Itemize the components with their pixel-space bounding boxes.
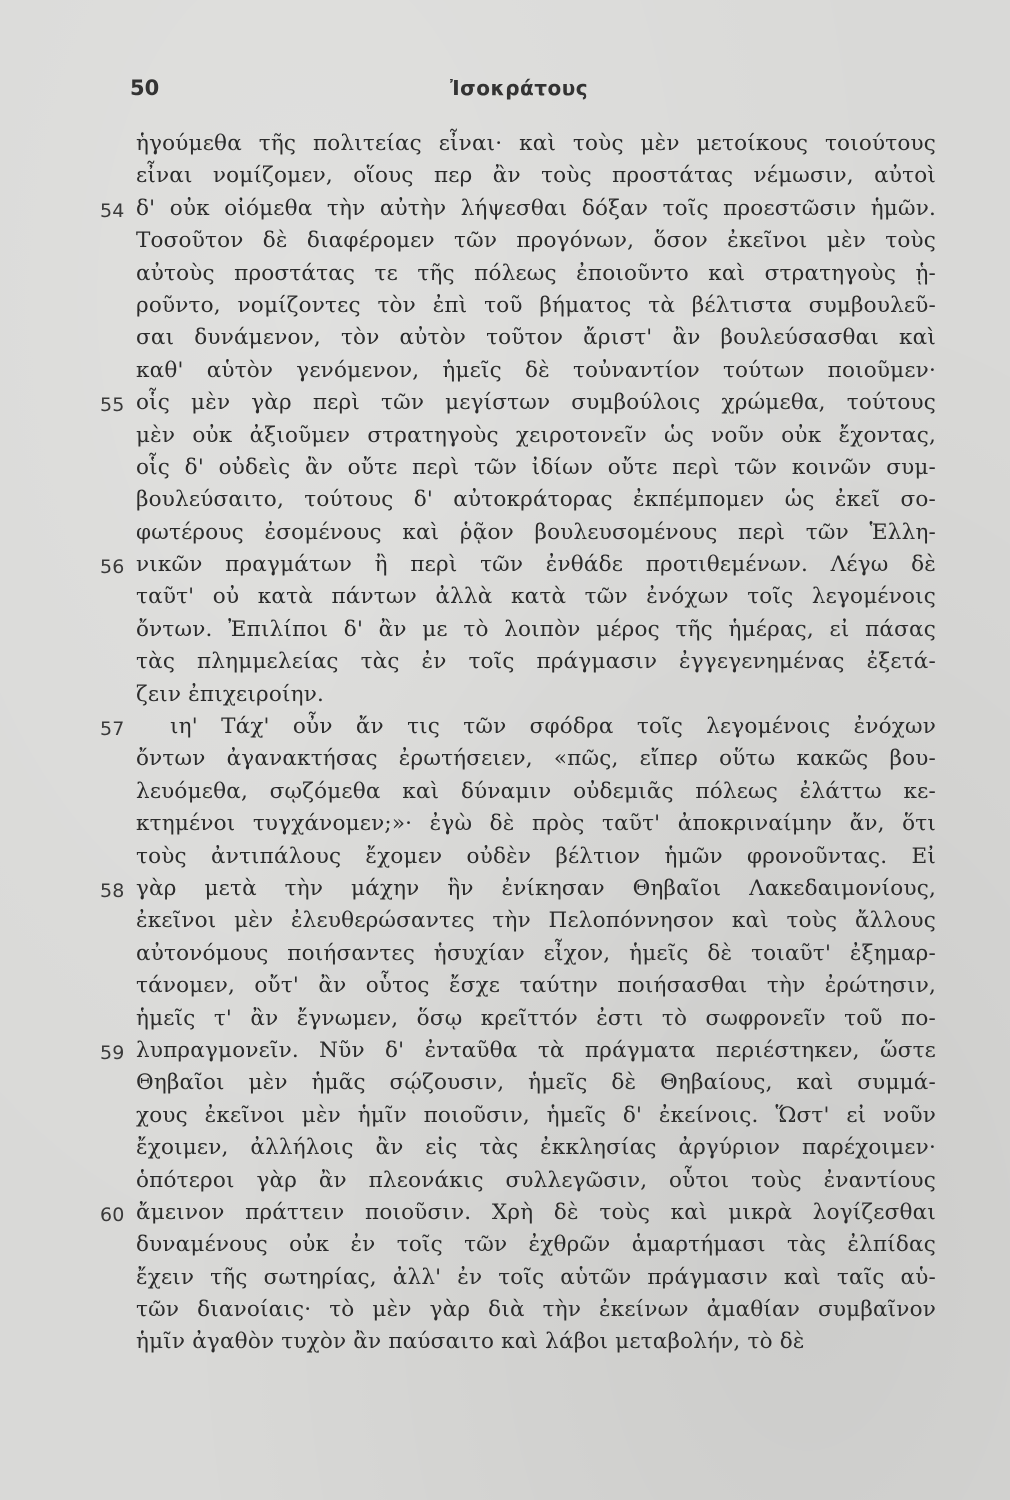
line-text: τοὺς ἀντιπάλους ἔχομεν οὐδὲν βέλτιον ἡμῶν φρονοῦντας. Εἰ — [136, 843, 936, 869]
section-number: 60 — [100, 1203, 125, 1226]
line-text: αὐτοὺς προστάτας τε τῆς πόλεως ἐποιοῦντο καὶ στρατηγοὺς ᾑ- — [136, 260, 936, 286]
line-text: δ' οὐκ οἰόμεθα τὴν αὐτὴν λήψεσθαι δόξαν τοῖς προεστῶσιν ἡμῶν. — [136, 195, 936, 221]
line-text: σαι δυνάμενον, τὸν αὐτὸν τοῦτον ἄριστ' ἂν βουλεύσασθαι καὶ — [136, 325, 936, 351]
text-line — [136, 646, 936, 678]
line-text: χους ἐκεῖνοι μὲν ἡμῖν ποιοῦσιν, ἡμεῖς δ' ἐκείνοις. Ὥστ' εἰ νοῦν — [136, 1102, 936, 1128]
line-text: Τοσοῦτον δὲ διαφέρομεν τῶν προγόνων, ὅσον ἐκεῖνοι μὲν τοὺς — [136, 228, 936, 254]
line-text: ἔχειν τῆς σωτηρίας, ἀλλ' ἐν τοῖς αὑτῶν πράγμασιν καὶ ταῖς αὑ- — [136, 1264, 936, 1290]
section-number: 56 — [100, 556, 125, 579]
text-line — [136, 1100, 936, 1132]
text-line — [136, 1229, 936, 1261]
text-line — [136, 1326, 936, 1358]
line-text: τάνομεν, οὔτ' ἂν οὗτος ἔσχε ταύτην ποιήσασθαι τὴν ἐρώτησιν, — [136, 973, 936, 999]
text-line — [100, 193, 936, 225]
text-line — [136, 970, 936, 1002]
text-line — [136, 452, 936, 484]
text-line — [136, 808, 936, 840]
line-text: ἔχοιμεν, ἀλλήλοις ἂν εἰς τὰς ἐκκλησίας ἀργύριον παρέχοιμεν· — [136, 1135, 936, 1161]
text-line — [136, 355, 936, 387]
running-title: Ἰσοκράτους — [450, 76, 589, 100]
text-line — [136, 290, 936, 322]
line-text: λευόμεθα, σῳζόμεθα καὶ δύναμιν οὐδεμιᾶς πόλεως ἐλάττω κε- — [136, 778, 936, 804]
text-line — [136, 679, 936, 711]
line-text: τὰς πλημμελείας τὰς ἐν τοῖς πράγμασιν ἐγγεγενημένας ἐξετά- — [136, 649, 936, 675]
text-line — [136, 258, 936, 290]
line-text: λυπραγμονεῖν. Νῦν δ' ἐνταῦθα τὰ πράγματα περιέστηκεν, ὥστε — [136, 1037, 936, 1063]
line-text: ἡμῖν ἀγαθὸν τυχὸν ἂν παύσαιτο καὶ λάβοι μεταβολήν, τὸ δὲ — [136, 1329, 805, 1355]
text-line — [136, 128, 936, 160]
text-line — [136, 420, 936, 452]
text-line — [136, 1262, 936, 1294]
text-line — [136, 322, 936, 354]
text-line — [100, 387, 936, 419]
line-text: αὐτονόμους ποιήσαντες ἡσυχίαν εἶχον, ἡμεῖς δὲ τοιαῦτ' ἐξημαρ- — [136, 940, 936, 966]
section-number: 57 — [100, 718, 125, 741]
body-text — [100, 128, 936, 1359]
line-text: γὰρ μετὰ τὴν μάχην ἣν ἐνίκησαν Θηβαῖοι Λακεδαιμονίους, — [136, 875, 936, 901]
section-number: 58 — [100, 879, 125, 902]
text-line — [136, 1132, 936, 1164]
line-text: Θηβαῖοι μὲν ἡμᾶς σῴζουσιν, ἡμεῖς δὲ Θηβαίους, καὶ συμμά- — [136, 1070, 936, 1096]
text-line — [136, 225, 936, 257]
text-line — [136, 905, 936, 937]
line-text: ἡγούμεθα τῆς πολιτείας εἶναι· καὶ τοὺς μὲν μετοίκους τοιούτους — [136, 131, 936, 156]
text-line — [100, 711, 936, 743]
line-text: ὄντων ἀγανακτήσας ἐρωτήσειεν, «πῶς, εἴπερ οὕτω κακῶς βου- — [136, 746, 936, 772]
text-line — [136, 484, 936, 516]
line-text: ὄντων. Ἐπιλίποι δ' ἂν με τὸ λοιπὸν μέρος τῆς ἡμέρας, εἰ πάσας — [136, 616, 936, 642]
line-text: ἡμεῖς τ' ἂν ἔγνωμεν, ὅσῳ κρεῖττόν ἐστι τὸ σωφρονεῖν τοῦ πο- — [136, 1005, 936, 1031]
line-text: ροῦντο, νομίζοντες τὸν ἐπὶ τοῦ βήματος τὰ βέλτιστα συμβουλεῦ- — [136, 292, 936, 318]
line-text: ταῦτ' οὐ κατὰ πάντων ἀλλὰ κατὰ τῶν ἐνόχων τοῖς λεγομένοις — [136, 584, 936, 610]
text-line — [136, 841, 936, 873]
line-text: οἷς μὲν γὰρ περὶ τῶν μεγίστων συμβούλοις χρώμεθα, τούτους — [136, 390, 936, 416]
text-line — [100, 1035, 936, 1067]
line-text: καθ' αὑτὸν γενόμενον, ἡμεῖς δὲ τοὐναντίον τούτων ποιοῦμεν· — [136, 357, 936, 383]
section-number: 55 — [100, 394, 125, 417]
text-line — [136, 1067, 936, 1099]
text-line — [100, 549, 936, 581]
line-text: ἄμεινον πράττειν ποιοῦσιν. Χρὴ δὲ τοὺς καὶ μικρὰ λογίζεσθαι — [136, 1199, 936, 1225]
line-text: τῶν διανοίαις· τὸ μὲν γὰρ διὰ τὴν ἐκείνων ἀμαθίαν συμβαῖνον — [136, 1297, 936, 1323]
text-line — [136, 614, 936, 646]
line-text: οἷς δ' οὐδεὶς ἂν οὔτε περὶ τῶν ἰδίων οὔτε περὶ τῶν κοινῶν συμ- — [136, 454, 936, 480]
text-line — [100, 873, 936, 905]
text-line — [136, 743, 936, 775]
line-text: ἐκεῖνοι μὲν ἐλευθερώσαντες τὴν Πελοπόννησον καὶ τοὺς ἄλλους — [136, 908, 936, 934]
text-line — [136, 1294, 936, 1326]
text-line — [136, 160, 936, 192]
line-text: εἶναι νομίζομεν, οἵους περ ἂν τοὺς προστάτας νέμωσιν, αὐτοὶ — [136, 163, 936, 189]
line-text: δυναμένους οὐκ ἐν τοῖς τῶν ἐχθρῶν ἁμαρτήμασι τὰς ἐλπίδας — [136, 1232, 936, 1258]
page-number: 50 — [130, 76, 160, 100]
text-line — [136, 938, 936, 970]
text-line — [136, 517, 936, 549]
text-line — [136, 776, 936, 808]
line-text: νικῶν πραγμάτων ἢ περὶ τῶν ἐνθάδε προτιθεμένων. Λέγω δὲ — [136, 552, 936, 578]
line-text: ζειν ἐπιχειροίην. — [136, 681, 325, 707]
page-header — [0, 76, 1010, 106]
line-text: ιη' Τάχ' οὖν ἄν τις τῶν σφόδρα τοῖς λεγομένοις ἐνόχων — [170, 714, 936, 740]
section-number: 59 — [100, 1041, 125, 1064]
line-text: μὲν οὐκ ἀξιοῦμεν στρατηγοὺς χειροτονεῖν ὡς νοῦν οὐκ ἔχοντας, — [136, 422, 936, 448]
line-text: κτημένοι τυγχάνομεν;»· ἐγὼ δὲ πρὸς ταῦτ' ἀποκριναίμην ἄν, ὅτι — [136, 811, 936, 837]
text-line — [136, 1003, 936, 1035]
line-text: ὁπότεροι γὰρ ἂν πλεονάκις συλλεγῶσιν, οὗτοι τοὺς ἐναντίους — [136, 1167, 936, 1193]
text-line — [100, 1197, 936, 1229]
section-number: 54 — [100, 199, 125, 222]
line-text: φωτέρους ἐσομένους καὶ ῥᾷον βουλευσομένους περὶ τῶν Ἑλλη- — [136, 519, 936, 545]
text-line — [136, 1165, 936, 1197]
line-text: βουλεύσαιτο, τούτους δ' αὐτοκράτορας ἐκπέμπομεν ὡς ἐκεῖ σο- — [136, 487, 936, 513]
text-line — [136, 581, 936, 613]
